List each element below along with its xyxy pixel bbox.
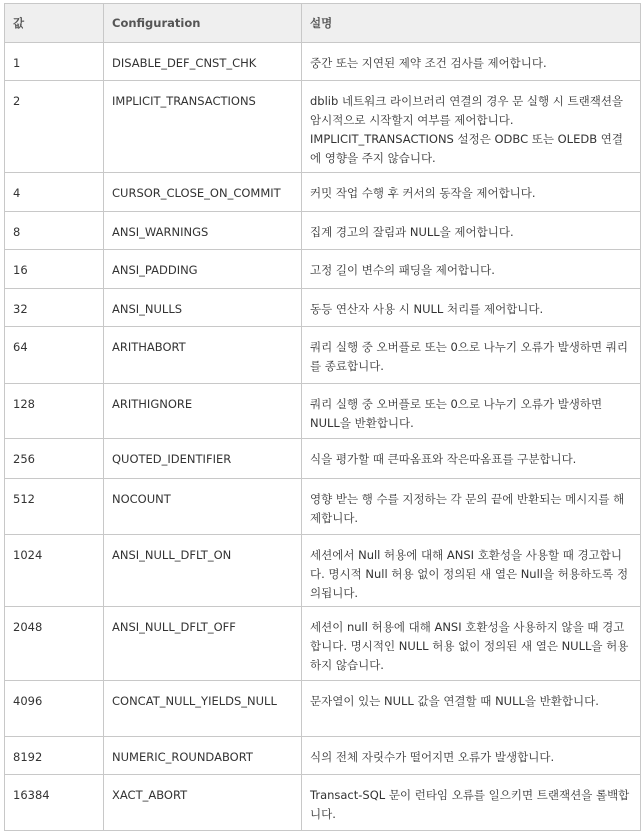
cell-configuration: DISABLE_DEF_CNST_CHK — [104, 43, 302, 81]
cell-description: 커밋 작업 수행 후 커서의 동작을 제어합니다. — [302, 173, 641, 212]
table-row — [5, 212, 641, 250]
cell-description: 쿼리 실행 중 오버플로 또는 0으로 나누기 오류가 발생하면 쿼리를 종료합니다. — [302, 327, 641, 384]
table-row — [5, 607, 641, 681]
cell-value: 256 — [5, 439, 104, 479]
cell-description: 식을 평가할 때 큰따옴표와 작은따옴표를 구분합니다. — [302, 439, 641, 479]
table-row — [5, 737, 641, 775]
cell-value: 4 — [5, 173, 104, 212]
cell-value: 8 — [5, 212, 104, 250]
table-row — [5, 81, 641, 173]
cell-description: 동등 연산자 사용 시 NULL 처리를 제어합니다. — [302, 289, 641, 327]
cell-configuration: IMPLICIT_TRANSACTIONS — [104, 81, 302, 173]
cell-configuration: ARITHABORT — [104, 327, 302, 384]
cell-description: dblib 네트워크 라이브러리 연결의 경우 문 실행 시 트랜잭션을 암시적으로 시작할지 여부를 제어합니다. IMPLICIT_TRANSACTIONS 설정은 ODBC 또는 OLEDB 연결에 영향을 주지 않습니다. — [302, 81, 641, 173]
header-description: 설명 — [302, 4, 641, 43]
cell-configuration: ARITHIGNORE — [104, 384, 302, 439]
cell-configuration: NUMERIC_ROUNDABORT — [104, 737, 302, 775]
cell-configuration: CONCAT_NULL_YIELDS_NULL — [104, 681, 302, 737]
cell-description: 영향 받는 행 수를 지정하는 각 문의 끝에 반환되는 메시지를 해제합니다. — [302, 479, 641, 535]
cell-configuration: QUOTED_IDENTIFIER — [104, 439, 302, 479]
cell-configuration: ANSI_NULL_DFLT_OFF — [104, 607, 302, 681]
header-value: 값 — [5, 4, 104, 43]
cell-configuration: ANSI_WARNINGS — [104, 212, 302, 250]
table-row — [5, 289, 641, 327]
table-row — [5, 43, 641, 81]
cell-configuration: CURSOR_CLOSE_ON_COMMIT — [104, 173, 302, 212]
cell-description: 문자열이 있는 NULL 값을 연결할 때 NULL을 반환합니다. — [302, 681, 641, 737]
cell-value: 4096 — [5, 681, 104, 737]
cell-value: 8192 — [5, 737, 104, 775]
table-row — [5, 384, 641, 439]
cell-description: 고정 길이 변수의 패딩을 제어합니다. — [302, 250, 641, 289]
table-body — [5, 43, 641, 831]
table-row — [5, 439, 641, 479]
cell-value: 16384 — [5, 775, 104, 831]
table-row — [5, 250, 641, 289]
cell-value: 1024 — [5, 535, 104, 607]
table-row — [5, 327, 641, 384]
table-row — [5, 681, 641, 737]
cell-description: 집계 경고의 잘림과 NULL을 제어합니다. — [302, 212, 641, 250]
cell-value: 16 — [5, 250, 104, 289]
header-configuration: Configuration — [104, 4, 302, 43]
cell-description: 식의 전체 자릿수가 떨어지면 오류가 발생합니다. — [302, 737, 641, 775]
cell-configuration: NOCOUNT — [104, 479, 302, 535]
cell-description: 세션이 null 허용에 대해 ANSI 호환성을 사용하지 않을 때 경고합니다. 명시적인 NULL 허용 없이 정의된 새 열은 NULL을 허용하지 않습니다. — [302, 607, 641, 681]
cell-value: 128 — [5, 384, 104, 439]
cell-value: 512 — [5, 479, 104, 535]
cell-value: 64 — [5, 327, 104, 384]
cell-configuration: ANSI_NULL_DFLT_ON — [104, 535, 302, 607]
cell-description: 쿼리 실행 중 오버플로 또는 0으로 나누기 오류가 발생하면 NULL을 반환합니다. — [302, 384, 641, 439]
cell-value: 32 — [5, 289, 104, 327]
cell-configuration: ANSI_NULLS — [104, 289, 302, 327]
cell-value: 1 — [5, 43, 104, 81]
cell-value: 2048 — [5, 607, 104, 681]
cell-value: 2 — [5, 81, 104, 173]
table-row — [5, 173, 641, 212]
cell-configuration: XACT_ABORT — [104, 775, 302, 831]
cell-description: 중간 또는 지연된 제약 조건 검사를 제어합니다. — [302, 43, 641, 81]
table-row — [5, 479, 641, 535]
cell-description: 세션에서 Null 허용에 대해 ANSI 호환성을 사용할 때 경고합니다. 명시적 Null 허용 없이 정의된 새 열은 Null을 허용하도록 정의됩니다. — [302, 535, 641, 607]
cell-description: Transact-SQL 문이 런타임 오류를 일으키면 트랜잭션을 롤백합니다. — [302, 775, 641, 831]
configuration-table — [4, 3, 641, 831]
table-row — [5, 535, 641, 607]
cell-configuration: ANSI_PADDING — [104, 250, 302, 289]
table-row — [5, 775, 641, 831]
table-header-row — [5, 4, 641, 43]
